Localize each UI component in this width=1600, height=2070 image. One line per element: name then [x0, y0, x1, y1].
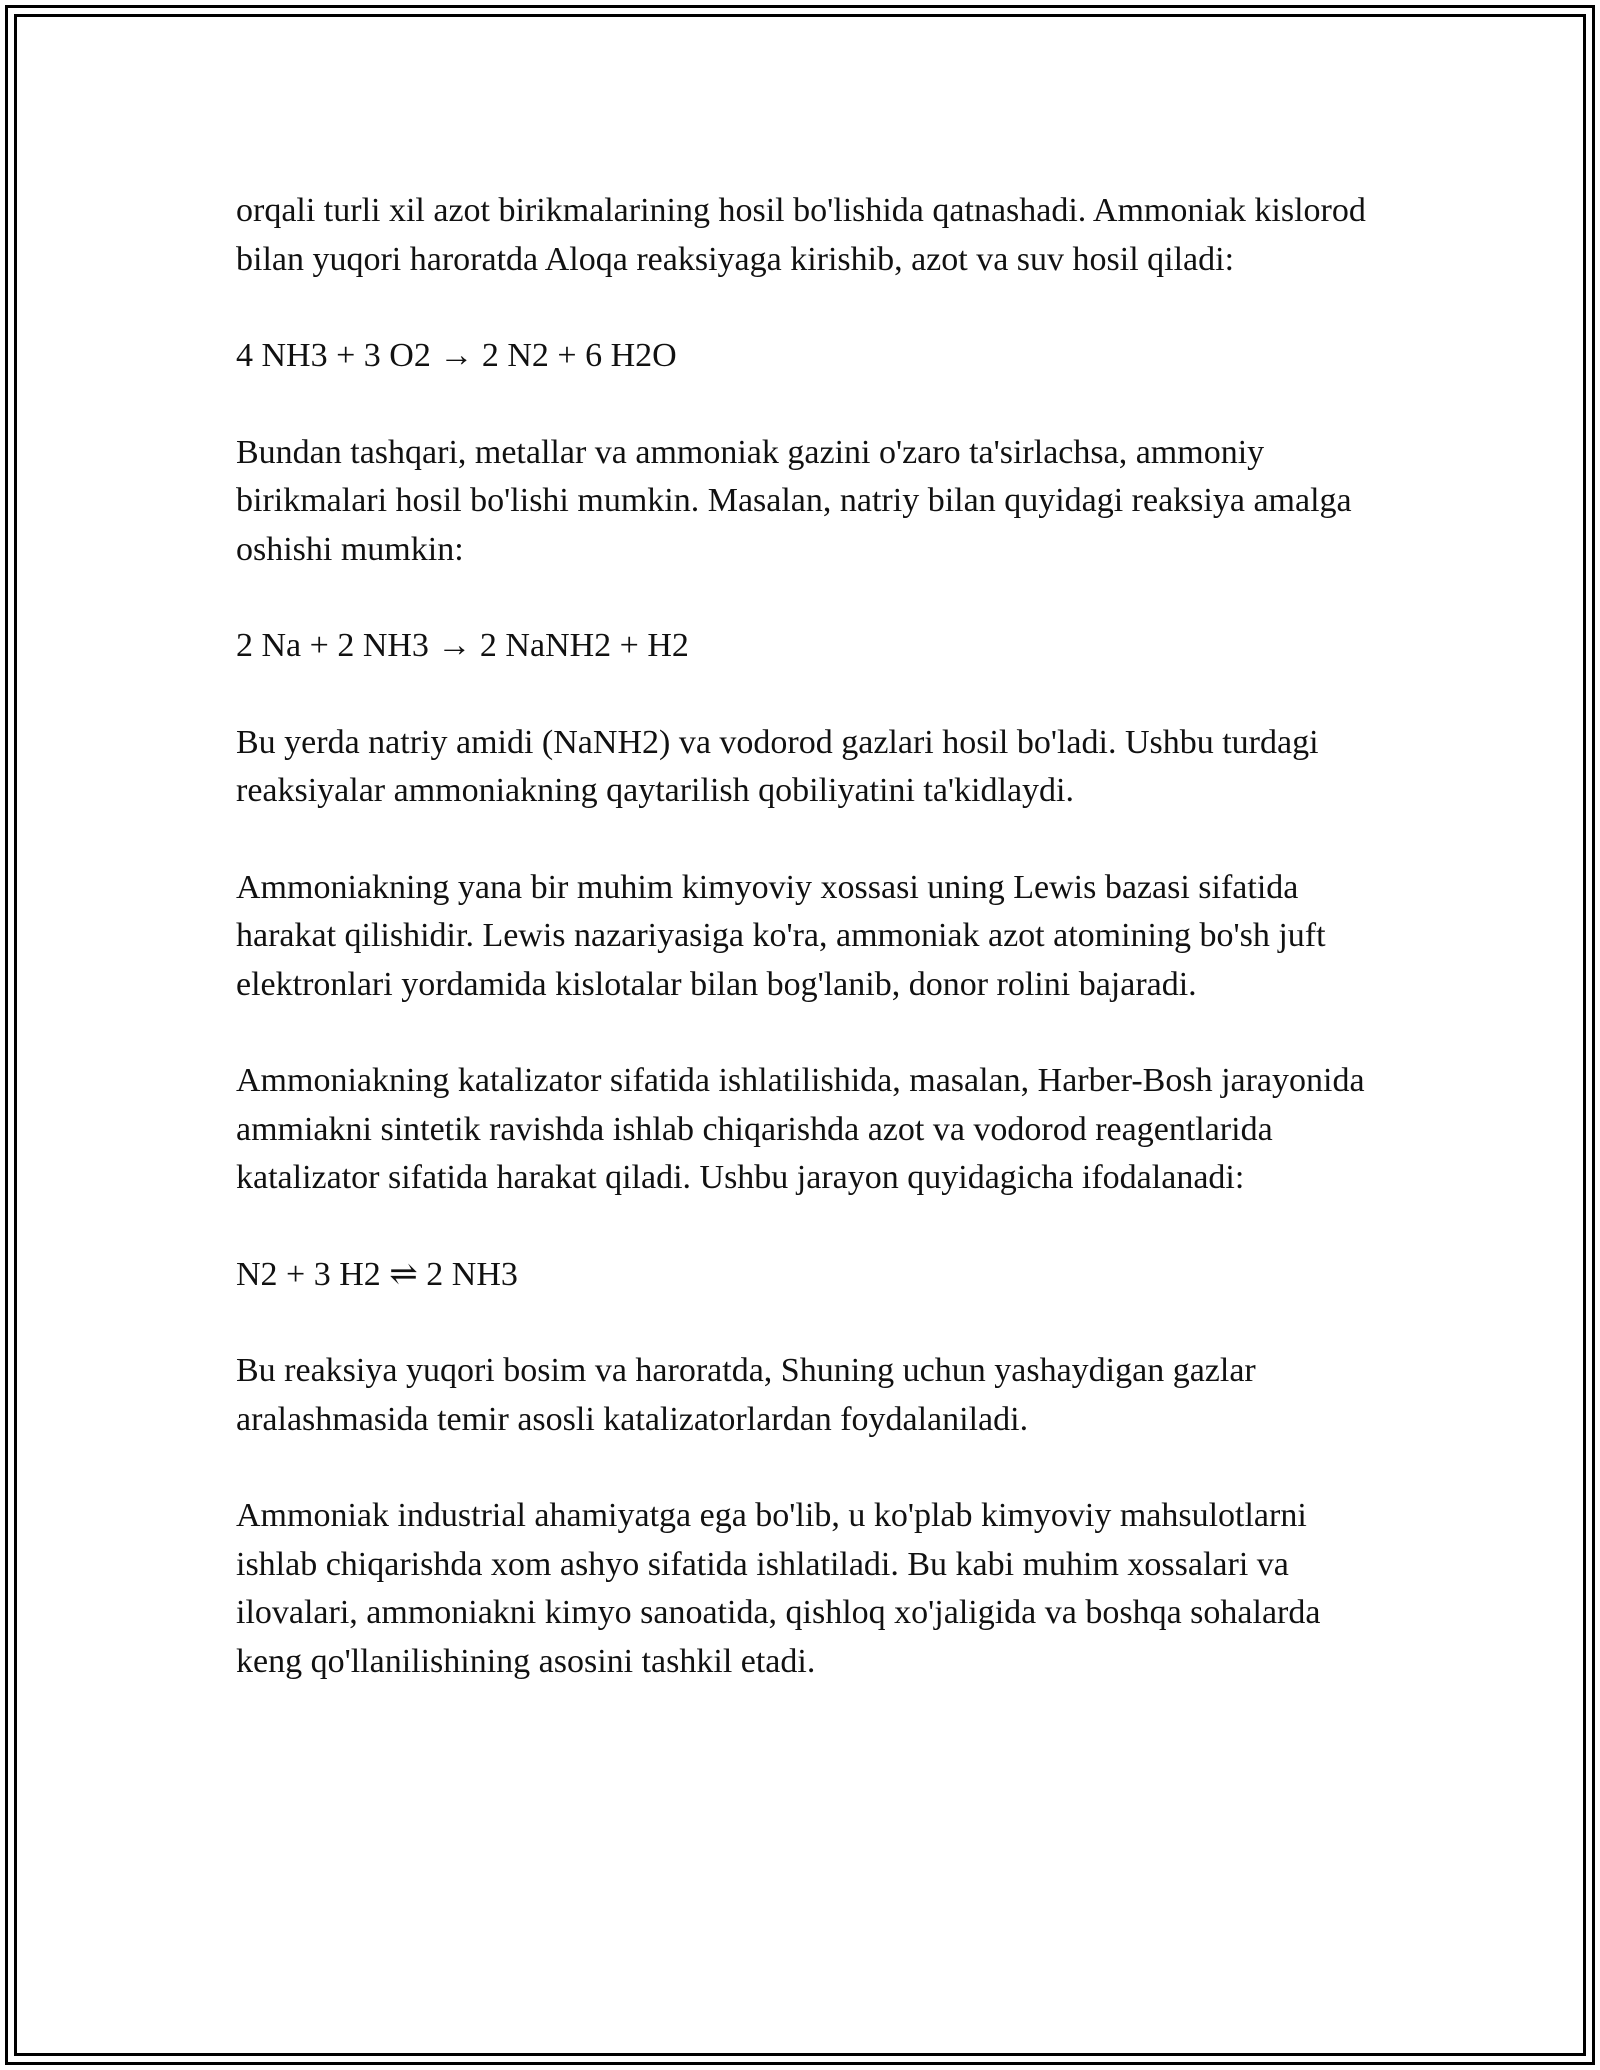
- paragraph-ammonia-oxidation-intro: orqali turli xil azot birikmalarining hosil bo'lishida qatnashadi. Ammoniak kislorod bilan yuqori haroratda Aloqa reaksiyaga kirishib, azot va suv hosil qiladi:: [236, 192, 1366, 278]
- paragraph-lewis-base: Ammoniakning yana bir muhim kimyoviy xossasi uning Lewis bazasi sifatida harakat qilishidir. Lewis nazariyasiga ko'ra, ammoniak azot atomining bo'sh juft elektronlari yordamida kislotalar bilan bog'lanib, donor rolini bajaradi.: [236, 868, 1326, 1003]
- paragraph-sodium-amide-explanation: Bu yerda natriy amidi (NaNH2) va vodorod gazlari hosil bo'ladi. Ushbu turdagi reaksiyalar ammoniakning qaytarilish qobiliyatini ta'kidlaydi.: [236, 723, 1319, 809]
- equation-sodium-amide: 2 Na + 2 NH3 → 2 NaNH2 + H2: [236, 627, 689, 664]
- equation-haber-bosch: N2 + 3 H2 ⇌ 2 NH3: [236, 1255, 518, 1293]
- paragraph-haber-bosch-intro: Ammoniakning katalizator sifatida ishlatilishida, masalan, Harber-Bosh jarayonida ammiakni sintetik ravishda ishlab chiqarishda azot va vodorod reagentlarida katalizator sifatida harakat qiladi. Ushbu jarayon quyidagicha ifodalanadi:: [236, 1062, 1365, 1196]
- paragraph-reaction-conditions: Bu reaksiya yuqori bosim va haroratda, Shuning uchun yashaydigan gazlar aralashmasida temir asosli katalizatorlardan foydalaniladi.: [236, 1352, 1256, 1438]
- equation-ammonia-oxidation: 4 NH3 + 3 O2 → 2 N2 + 6 H2O: [236, 337, 677, 374]
- document-body: [236, 187, 1366, 1734]
- paragraph-metal-reaction-intro: Bundan tashqari, metallar va ammoniak gazini o'zaro ta'sirlachsa, ammoniy birikmalari hosil bo'lishi mumkin. Masalan, natriy bilan quyidagi reaksiya amalga oshishi mumkin:: [236, 433, 1352, 568]
- paragraph-industrial-importance: Ammoniak industrial ahamiyatga ega bo'lib, u ko'plab kimyoviy mahsulotlarni ishlab chiqarishda xom ashyo sifatida ishlatiladi. Bu kabi muhim xossalari va ilovalari, ammoniakni kimyo sanoatida, qishloq xo'jaligida va boshqa sohalarda keng qo'llanilishining asosini tashkil etadi.: [236, 1497, 1321, 1680]
